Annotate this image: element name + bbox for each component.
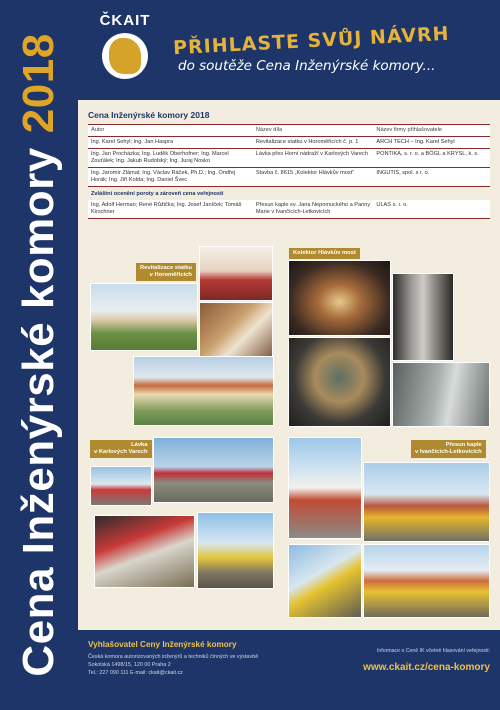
- cell-author: Ing. Adolf Herman; René Růžička; Ing. Josef Janíček; Tomáš Kirschner: [88, 200, 253, 219]
- column-header: Autor: [88, 125, 253, 137]
- photo-lavka-deck: [90, 466, 152, 506]
- awards-table: [88, 124, 490, 219]
- footer-address: Sokolská 1498/15, 120 00 Praha 2: [88, 662, 171, 668]
- awards-title: Cena Inženýrské komory 2018: [88, 110, 210, 120]
- main-content: [78, 100, 500, 630]
- vertical-title-text: Cena Inženýrské komory: [14, 147, 63, 677]
- lion-emblem-icon: [102, 33, 148, 79]
- cell-company: ULAS s. r. o.: [373, 200, 490, 219]
- photo-kaple-site: [363, 544, 490, 618]
- column-header: Název díla: [253, 125, 374, 137]
- caption-kaple: Přesun kaple v Ivančicích-Letkovicích: [411, 440, 486, 458]
- footer-website-link[interactable]: www.ckait.cz/cena-komory: [363, 662, 490, 673]
- footer-title: Vyhlašovatel Ceny Inženýrské komory: [88, 640, 237, 649]
- footer: [78, 630, 500, 710]
- table-row: [88, 200, 490, 219]
- cell-company: ARCH TECH – Ing. Karel Sehyl: [373, 137, 490, 149]
- photo-statek-building: [133, 356, 274, 426]
- cell-company: INGUTIS, spol. s r. o.: [373, 168, 490, 187]
- photo-lavka-crane: [197, 512, 274, 589]
- photo-kaple-tower: [288, 437, 362, 539]
- photo-kaple-moving: [363, 462, 490, 542]
- slogan-headline: PŘIHLASTE SVŮJ NÁVRH: [172, 22, 451, 60]
- photo-lavka-construction: [94, 515, 195, 588]
- ckait-logo: [90, 12, 160, 94]
- cell-work: Revitalizace statku v Horoměřicích č. p. 1: [253, 137, 374, 149]
- photo-kaple-crane: [288, 544, 362, 618]
- photo-kolektor-tunnel: [288, 260, 391, 336]
- special-award-title: Zvláštní ocenění poroty a zároveň cena veřejnosti: [88, 187, 490, 201]
- cell-work: Lávka přes Horní nádraží v Karlových Varech: [253, 149, 374, 168]
- footer-info: Informace o Ceně IK včetně hlasování veřejnosti:: [376, 648, 490, 654]
- photo-statek-courtyard: [90, 283, 198, 351]
- sidebar-band: [0, 0, 78, 710]
- column-header: Název firmy přihlašovatele: [373, 125, 490, 137]
- awards-section: [88, 110, 490, 219]
- photo-kolektor-cables: [392, 273, 454, 361]
- table-row: [88, 168, 490, 187]
- caption-lavka: Lávka v Karlových Varech: [90, 440, 152, 458]
- cell-company: PONTIKA, s. r. o. a BÖGL a KRÝSL, k. s.: [373, 149, 490, 168]
- table-row: [88, 149, 490, 168]
- slogan-subline: do soutěže Cena Inženýrské komory...: [178, 58, 436, 74]
- logo-text: ČKAIT: [99, 12, 151, 29]
- vertical-title-year: 2018: [14, 33, 63, 134]
- header: [78, 0, 500, 100]
- cell-author: Ing. Jan Procházka; Ing. Luděk Oberhofner; Ing. Marcel Zouťálek; Ing. Jakub Rudolský; Ing. Juraj Nosko: [88, 149, 253, 168]
- photo-statek-hall: [199, 246, 273, 301]
- caption-kolektor: Kolektor Hlávkův most: [289, 248, 360, 259]
- footer-contact: Tel.: 227 090 111 E-mail: ckait@ckait.cz: [88, 670, 183, 676]
- cell-author: Ing. Karel Sehyl; Ing. Jan Haspra: [88, 137, 253, 149]
- table-header-row: [88, 125, 490, 137]
- footer-organisation: Česká komora autorizovaných inženýrů a techniků činných ve výstavbě: [88, 654, 259, 660]
- vertical-title: [9, 5, 69, 705]
- photo-kolektor-corridor: [392, 362, 490, 427]
- special-header-row: [88, 187, 490, 201]
- photo-statek-interior: [199, 302, 273, 364]
- photo-lavka-bridge: [153, 437, 274, 503]
- cell-author: Ing. Jaromír Zlámal; Ing. Václav Ráček, Ph.D.; Ing. Ondřej Horák; Ing. Jiří Kolda; Ing. Daniel Švec: [88, 168, 253, 187]
- cell-work: Stavba č. 8615 „Kolektor Hlávkův most“: [253, 168, 374, 187]
- caption-statek: Revitalizace statku v Horoměřicích: [136, 263, 196, 281]
- cell-work: Přesun kaple sv. Jana Nepomuckého a Panny Marie v Ivančicích-Letkovicích: [253, 200, 374, 219]
- photo-kolektor-shaft: [288, 337, 391, 427]
- table-row: [88, 137, 490, 149]
